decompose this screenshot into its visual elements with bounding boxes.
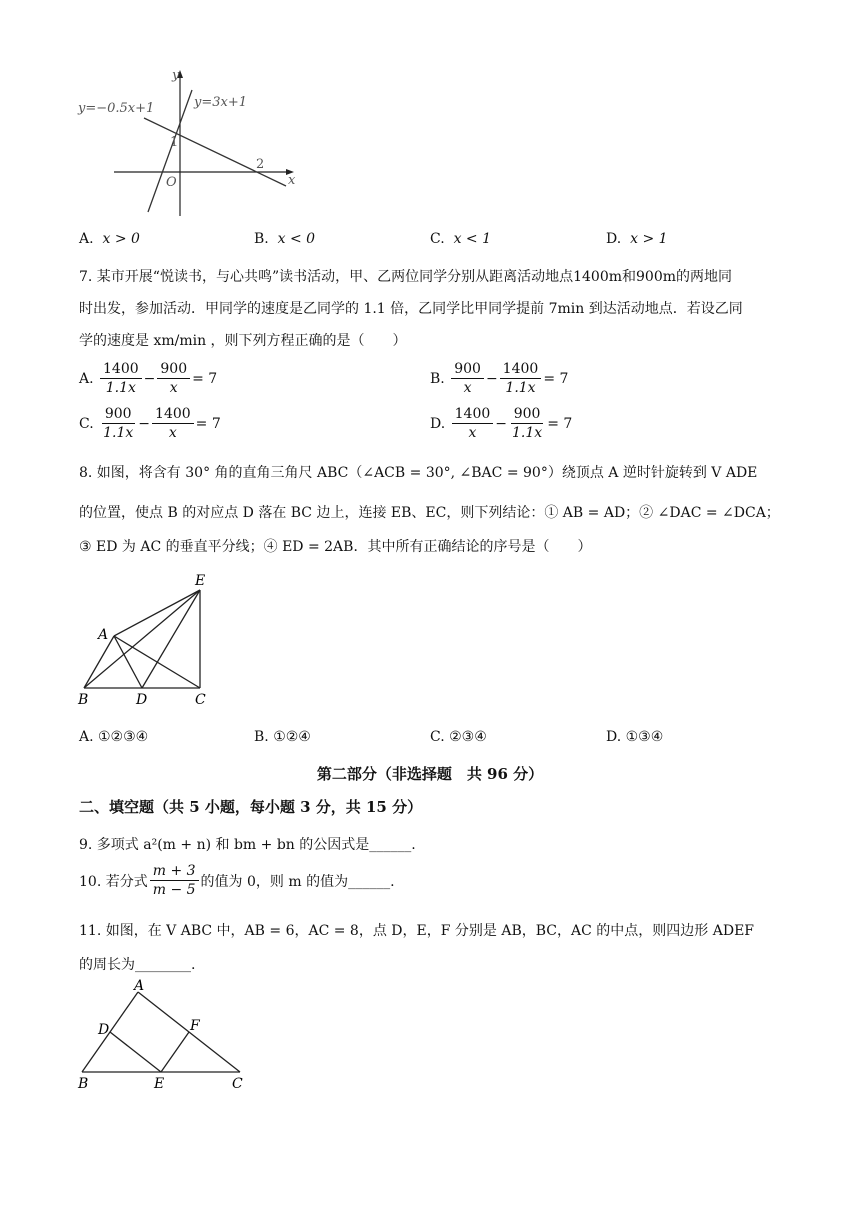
label-line2: y=3x+1 (194, 95, 248, 110)
q7-option-d: D. $\frac{1400}{x}$ − $\frac{900}{1.1x}$ = 7 (430, 406, 573, 441)
q7-option-a: A. $\frac{1400}{1.1x}$ − $\frac{900}{x}$ = 7 (79, 361, 218, 396)
fig11-label-c: C (232, 1076, 243, 1090)
linear-functions-graph (76, 66, 306, 220)
q8-option-b: B. ①②④ (254, 729, 311, 745)
q7-line-3: 学的速度是 xm/min ，则下列方程正确的是（ ） (79, 333, 407, 349)
fig11-label-d: D (98, 1022, 110, 1038)
fig8-label-e: E (195, 573, 206, 589)
fig11-label-b: B (78, 1076, 89, 1090)
fig11-label-f: F (190, 1018, 200, 1034)
q8-option-c: C. ②③④ (430, 729, 487, 745)
q7-option-c: C. $\frac{900}{1.1x}$ − $\frac{1400}{x}$ = 7 (79, 406, 221, 441)
fig11-label-e: E (154, 1076, 165, 1090)
label-x: x (288, 173, 296, 188)
q8-option-d: D. ①③④ (606, 729, 664, 745)
fig11-label-a: A (134, 978, 145, 994)
q8-triangle-figure (76, 570, 216, 710)
label-two: 2 (256, 157, 265, 172)
q7-line-1: 7. 某市开展“悦读书，与心共鸣”读书活动，甲、乙两位同学分别从距离活动地点1400m和900m的两地同 (79, 269, 733, 285)
q8-option-a: A. ①②③④ (79, 729, 149, 745)
q8-line-2: 的位置，使点 B 的对应点 D 落在 BC 边上，连接 EB、EC，则下列结论：① AB = AD；② ∠DAC = ∠DCA； (79, 505, 780, 521)
q11-line-2: 的周长为________. (79, 957, 196, 973)
q6-option-a: A. x > 0 (79, 231, 140, 247)
q7-line-2: 时出发，参加活动．甲同学的速度是乙同学的 1.1 倍，乙同学比甲同学提前 7min 到达活动地点．若设乙同 (79, 301, 743, 317)
fig8-label-c: C (195, 692, 206, 708)
q7-option-b: B. $\frac{900}{x}$ − $\frac{1400}{1.1x}$ = 7 (430, 361, 569, 396)
q6-option-c: C. x < 1 (430, 231, 492, 247)
line-three (148, 90, 192, 212)
q10-text: 10. 若分式 $\frac{m + 3}{m - 5}$ 的值为 0，则 m 的值为______. (79, 863, 395, 898)
part2-title: 第二部分（非选择题 共 96 分） (316, 765, 544, 783)
q6-option-d: D. x > 1 (606, 231, 668, 247)
fig8-label-a: A (98, 627, 109, 643)
q11-line-1: 11. 如图，在 V ABC 中，AB = 6，AC = 8，点 D，E，F 分别是 AB，BC，AC 的中点，则四边形 ADEF (79, 923, 754, 939)
fig8-label-d: D (136, 692, 148, 708)
label-origin: O (166, 175, 177, 190)
q8-line-3: ③ ED 为 AC 的垂直平分线；④ ED = 2AB．其中所有正确结论的序号是（ ） (79, 539, 592, 555)
q6-option-b: B. x < 0 (254, 231, 316, 247)
label-line1: y=−0.5x+1 (78, 101, 155, 116)
section-fill-blank: 二、填空题（共 5 小题，每小题 3 分，共 15 分） (79, 798, 423, 816)
label-y: y (172, 68, 180, 83)
label-one: 1 (170, 135, 179, 150)
q8-line-1: 8. 如图，将含有 30° 角的直角三角尺 ABC（∠ACB = 30°, ∠BAC = 90°）绕顶点 A 逆时针旋转到 V ADE (79, 465, 758, 481)
fig8-label-b: B (78, 692, 89, 708)
q11-triangle-figure (74, 978, 250, 1090)
q9-text: 9. 多项式 a²(m + n) 和 bm + bn 的公因式是______. (79, 837, 416, 853)
